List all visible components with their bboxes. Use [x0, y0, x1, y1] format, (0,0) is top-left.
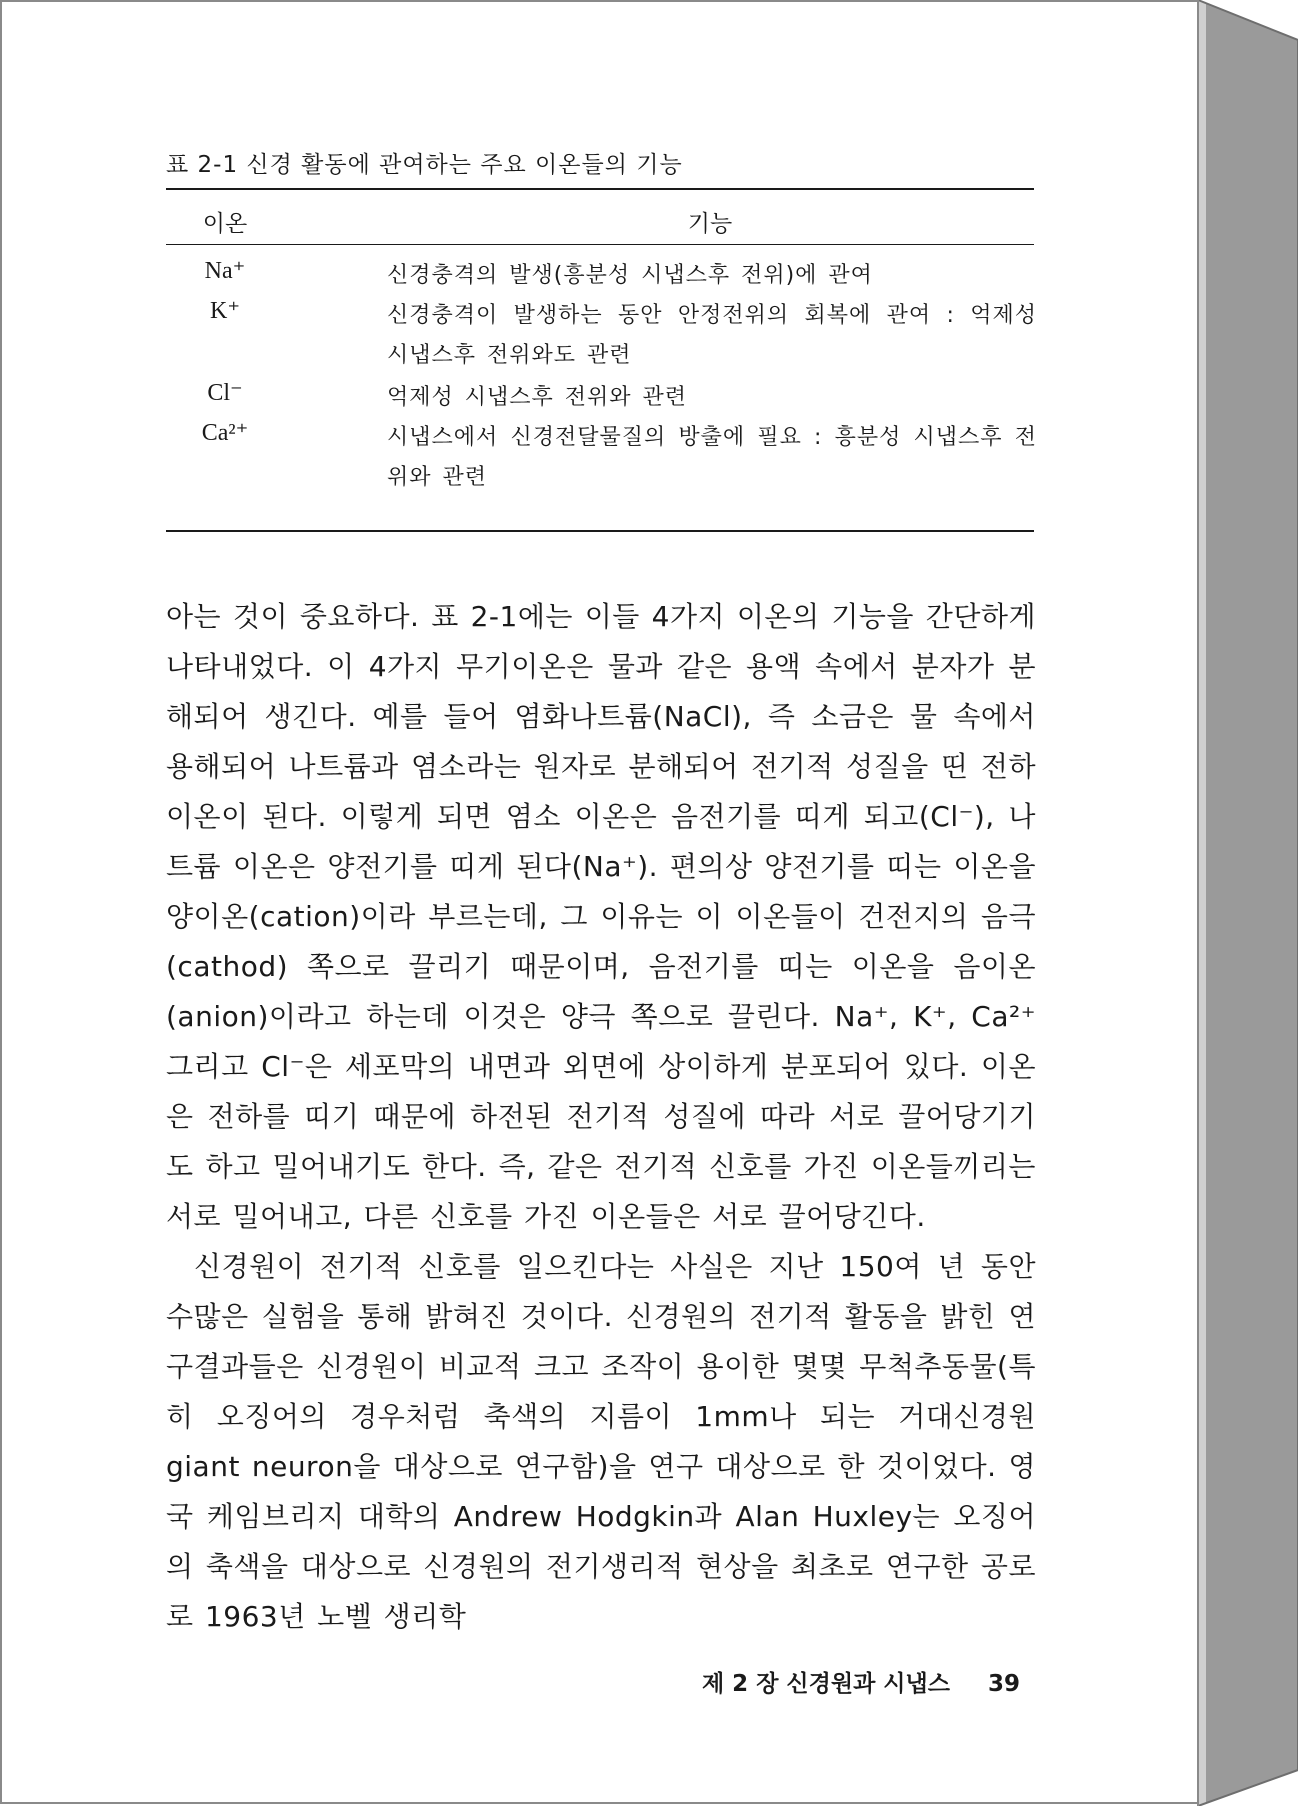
- table-header-ion: 이온: [202, 211, 248, 237]
- page-footer: [700, 1665, 1020, 1698]
- body-paragraph: 신경원이 전기적 신호를 일으킨다는 사실은 지난 150여 년 동안 수많은 실험을 통해 밝혀진 것이다. 신경원의 전기적 활동을 밝힌 연구결과들은 신경원이 비교적 크고 조작이 용이한 몇몇 무척추동물(특히 오징어의 경우처럼 축색의 지름이 1mm나 되는 거대신경원 giant neuron을 대상으로 연구함)을 연구 대상으로 한 것이었다. 영국 케임브리지 대학의 Andrew Hodgkin과 Alan Huxley는 오징어의 축색을 대상으로 신경원의 전기생리적 현상을 최초로 연구한 공로로 1963년 노벨 생리학: [166, 1250, 1036, 1633]
- table-caption: 표 2-1 신경 활동에 관여하는 주요 이온들의 기능: [166, 152, 683, 178]
- page-number: 39: [987, 1671, 1020, 1697]
- function-cell: 시냅스에서 신경전달물질의 방출에 필요 : 흥분성 시냅스후 전위와 관련: [387, 425, 1037, 490]
- table-header-function: 기능: [687, 211, 733, 237]
- ion-cell: Na⁺: [204, 258, 246, 284]
- function-cell: 신경충격이 발생하는 동안 안정전위의 회복에 관여 : 억제성 시냅스후 전위와도 관련: [387, 303, 1037, 368]
- table-header-rule: [166, 244, 1034, 245]
- function-cell: 억제성 시냅스후 전위와 관련: [387, 385, 688, 410]
- running-head: 제 2 장 신경원과 시냅스: [701, 1671, 950, 1697]
- function-cell: 신경충격의 발생(흥분성 시냅스후 전위)에 관여: [387, 263, 873, 288]
- body-text: [166, 592, 1036, 1642]
- body-paragraph: 아는 것이 중요하다. 표 2-1에는 이들 4가지 이온의 기능을 간단하게 나타내었다. 이 4가지 무기이온은 물과 같은 용액 속에서 분자가 분해되어 생긴다. 예를 들어 염화나트륨(NaCl), 즉 소금은 물 속에서 용해되어 나트륨과 염소라는 원자로 분해되어 전기적 성질을 띤 전하이온이 된다. 이렇게 되면 염소 이온은 음전기를 띠게 되고(Cl⁻), 나트륨 이온은 양전기를 띠게 된다(Na⁺). 편의상 양전기를 띠는 이온을 양이온(cation)이라 부르는데, 그 이유는 이 이온들이 건전지의 음극(cathod) 쪽으로 끌리기 때문이며, 음전기를 띠는 이온을 음이온(anion)이라고 하는데 이것은 양극 쪽으로 끌린다. Na⁺, K⁺, Ca²⁺ 그리고 Cl⁻은 세포막의 내면과 외면에 상이하게 분포되어 있다. 이온은 전하를 띠기 때문에 하전된 전기적 성질에 따라 서로 끌어당기기도 하고 밀어내기도 한다. 즉, 같은 전기적 신호를 가진 이온들끼리는 서로 밀어내고, 다른 신호를 가진 이온들은 서로 끌어당긴다.: [166, 600, 1036, 1233]
- table-bottom-rule: [166, 530, 1034, 532]
- ion-cell: Cl⁻: [207, 380, 243, 406]
- ion-cell: K⁺: [210, 298, 240, 324]
- ion-cell: Ca²⁺: [201, 420, 249, 446]
- table-top-rule: [166, 188, 1034, 190]
